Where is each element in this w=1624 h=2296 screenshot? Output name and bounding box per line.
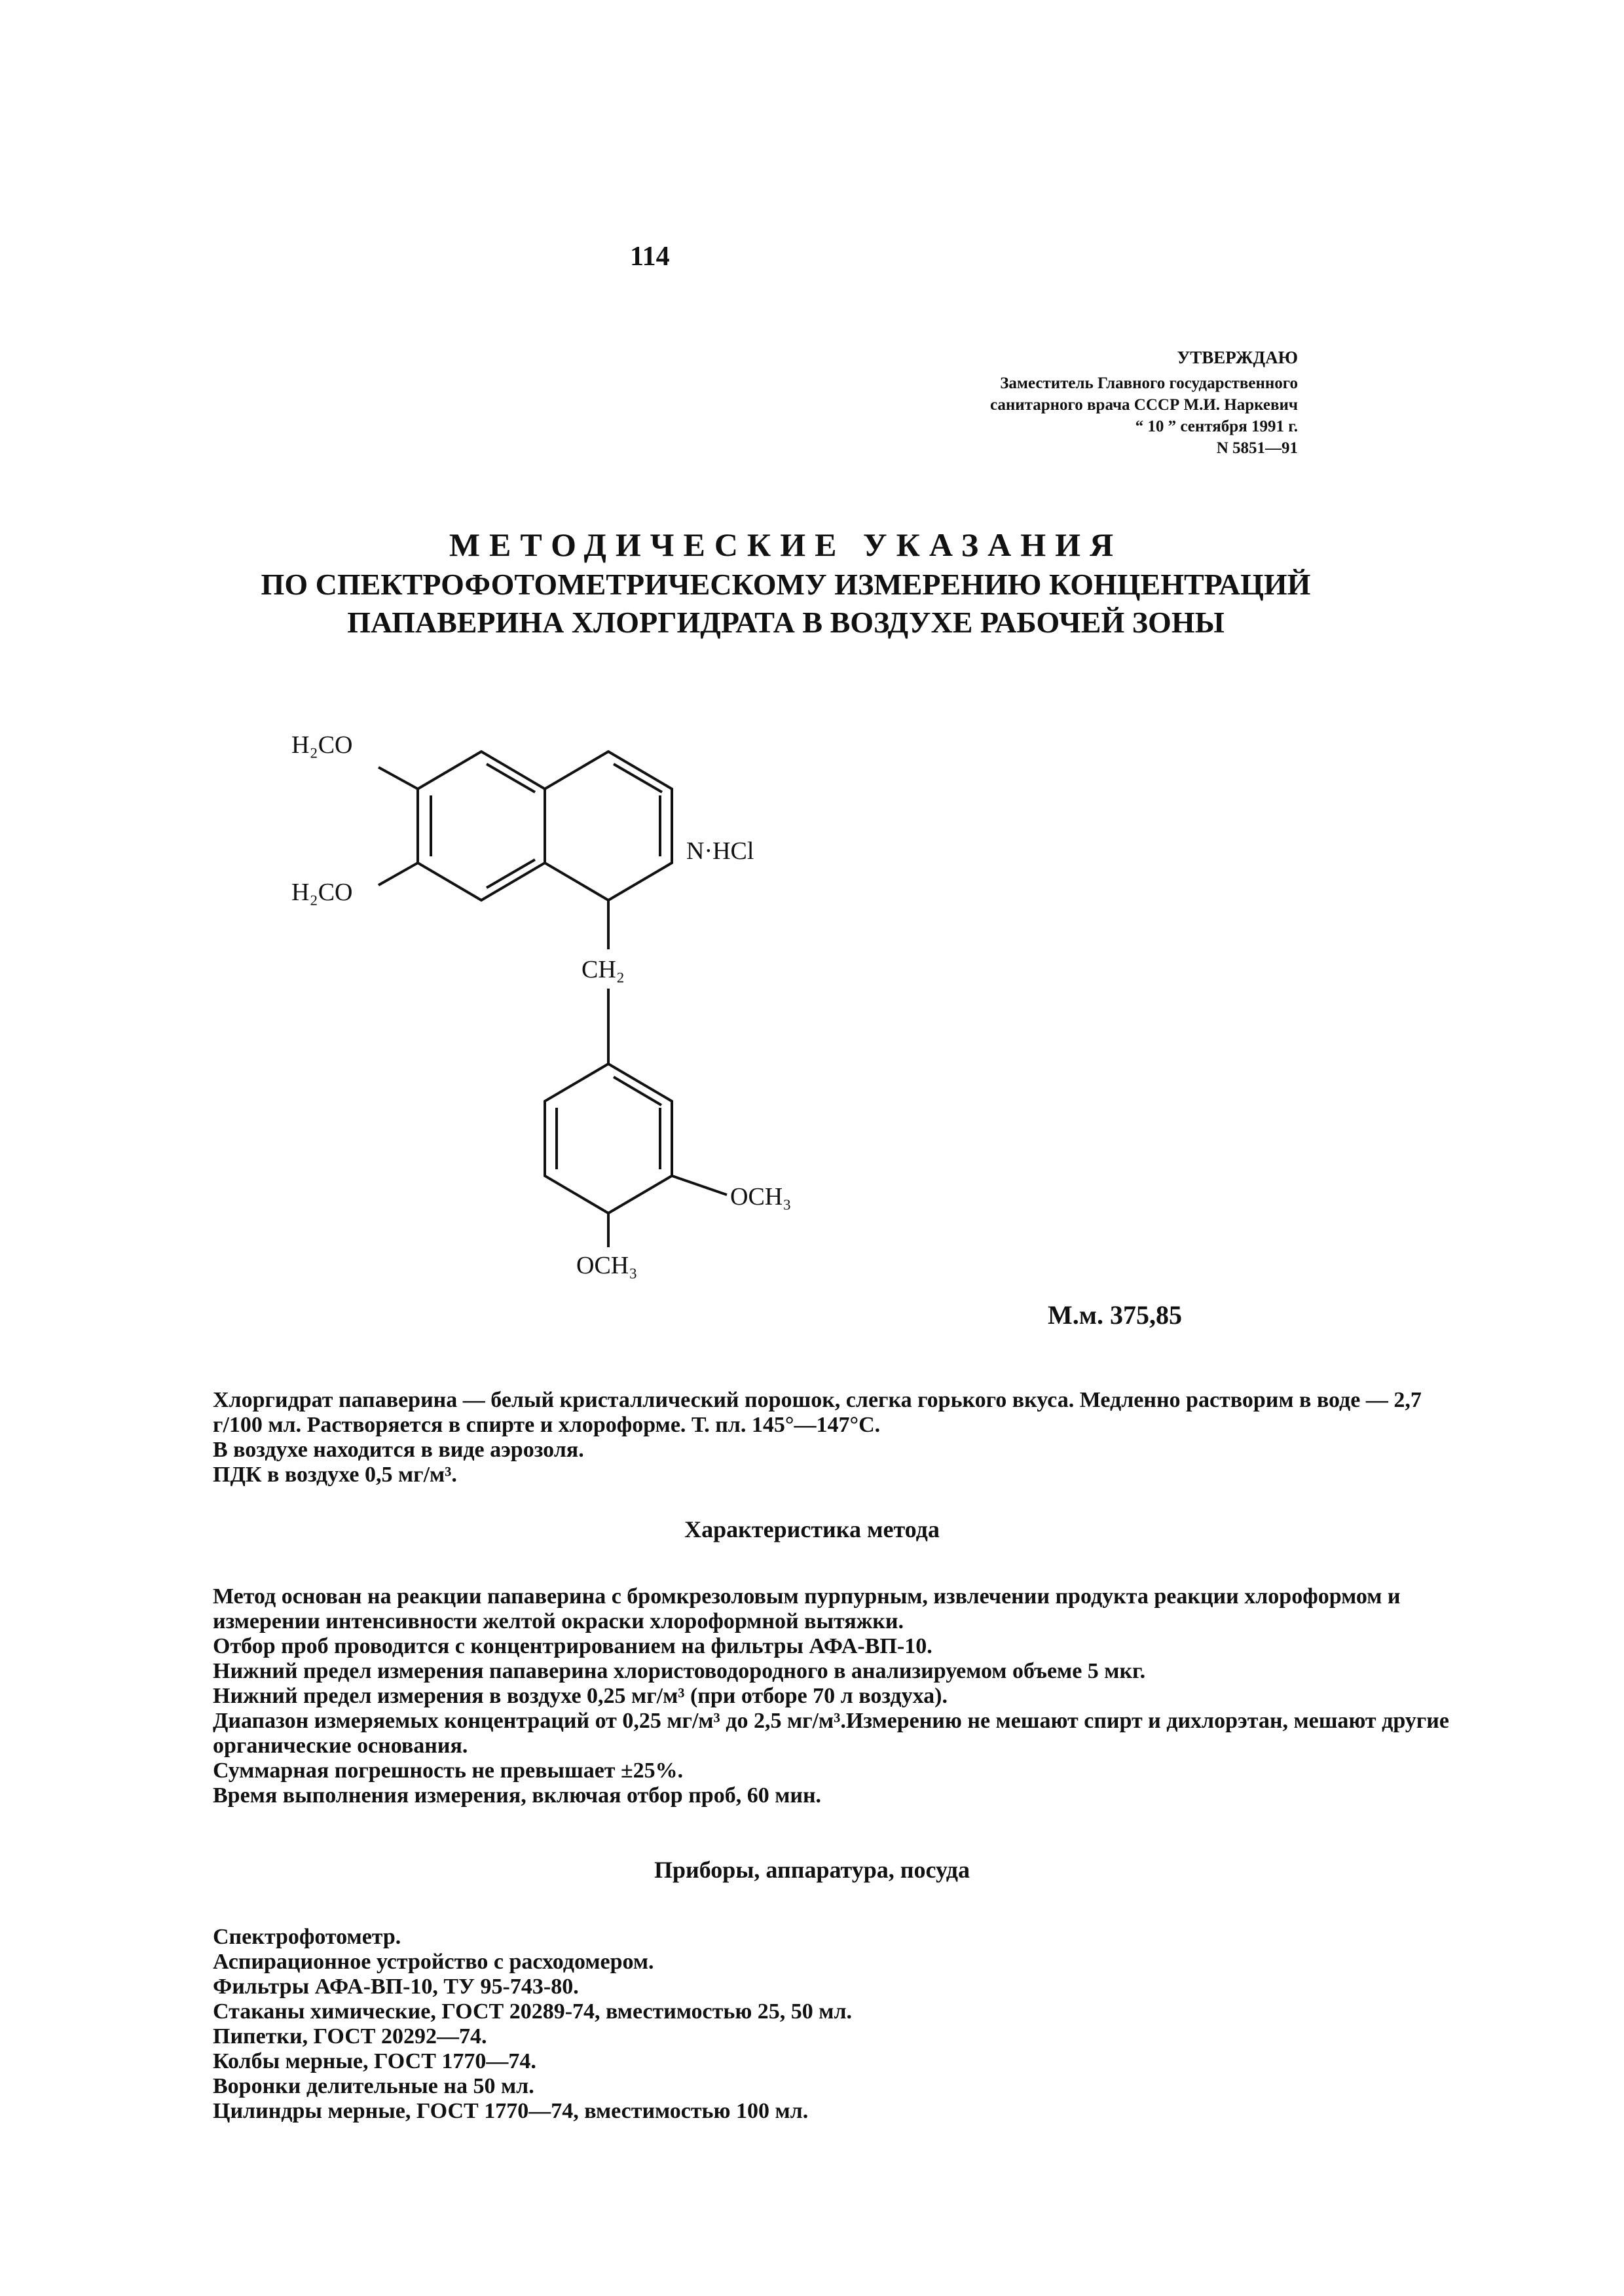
method-section [213, 1584, 1470, 1808]
formula-label-och3-bottom: OCH₃ [576, 1252, 638, 1279]
paragraph: Диапазон измеряемых концентраций от 0,25 мг/м³ до 2,5 мг/м³.Измерению не мешают спирт и дихлорэтан, мешают другие органические основания. [213, 1709, 1449, 1758]
formula-bonds [378, 752, 727, 1247]
list-item: Фильтры АФА-ВП-10, ТУ 95-743-80. [213, 1975, 579, 1999]
title-line: ПО СПЕКТРОФОТОМЕТРИЧЕСКОМУ ИЗМЕРЕНИЮ КОНЦЕНТРАЦИЙ [261, 568, 1311, 601]
section-heading-equipment: Приборы, аппаратура, посуда [654, 1857, 970, 1883]
equipment-list [213, 1925, 1470, 2124]
formula-label-h2co-top: H₂CO [291, 731, 353, 759]
paragraph: Время выполнения измерения, включая отбор проб, 60 мин. [213, 1783, 822, 1808]
approval-date: “ 10 ” сентября 1991 г. [1135, 418, 1298, 435]
list-item: Цилиндры мерные, ГОСТ 1770—74, вместимостью 100 мл. [213, 2099, 809, 2123]
paragraph: Отбор проб проводится с концентрированием на фильтры АФА-ВП-10. [213, 1634, 932, 1658]
paragraph: Нижний предел измерения папаверина хлористоводородного в анализируемом объеме 5 мкг. [213, 1659, 1146, 1683]
list-item: Аспирационное устройство с расходомером. [213, 1950, 654, 1974]
formula-label-h2co-bottom: H₂CO [291, 879, 353, 906]
paragraph: ПДК в воздухе 0,5 мг/м³. [213, 1463, 457, 1487]
molar-mass: М.м. 375,85 [1048, 1300, 1182, 1330]
list-item: Колбы мерные, ГОСТ 1770—74. [213, 2049, 536, 2073]
title-line: МЕТОДИЧЕСКИЕ УКАЗАНИЯ [449, 526, 1123, 563]
list-item: Пипетки, ГОСТ 20292—74. [213, 2024, 487, 2049]
approval-line: Заместитель Главного государственного [1000, 374, 1298, 392]
list-item: Воронки делительные на 50 мл. [213, 2074, 534, 2098]
approval-line: санитарного врача СССР М.И. Наркевич [989, 396, 1298, 414]
section-heading-method: Характеристика метода [684, 1516, 940, 1542]
title-line: ПАПАВЕРИНА ХЛОРГИДРАТА В ВОЗДУХЕ РАБОЧЕЙ ЗОНЫ [347, 606, 1225, 639]
approval-heading: УТВЕРЖДАЮ [1177, 348, 1298, 367]
formula-label-nhcl: N·HCl [686, 837, 754, 865]
paragraph: Нижний предел измерения в воздухе 0,25 мг/м³ (при отборе 70 л воздуха). [213, 1684, 948, 1708]
list-item: Стаканы химические, ГОСТ 20289-74, вместимостью 25, 50 мл. [213, 1999, 853, 2024]
paragraph: Метод основан на реакции папаверина с бромкрезоловым пурпурным, извлечении продукта реакции хлороформом и измерении интенсивности желтой окраски хлороформной вытяжки. [213, 1584, 1401, 1633]
formula-label-och3-right: OCH₃ [730, 1183, 792, 1211]
page-number: 114 [630, 242, 670, 272]
formula-label-ch2: CH₂ [581, 956, 625, 983]
approval-number: N 5851—91 [1216, 439, 1298, 457]
paragraph: Суммарная погрешность не превышает ±25%. [213, 1758, 684, 1783]
list-item: Спектрофотометр. [213, 1925, 401, 1949]
description-section [213, 1388, 1470, 1487]
paragraph: В воздухе находится в виде аэрозоля. [213, 1438, 584, 1462]
paragraph: Хлоргидрат папаверина — белый кристаллический порошок, слегка горького вкуса. Медленно растворим в воде — 2,7 г/100 мл. Растворяется в спирте и хлороформе. Т. пл. 145°—147°С. [213, 1388, 1422, 1437]
